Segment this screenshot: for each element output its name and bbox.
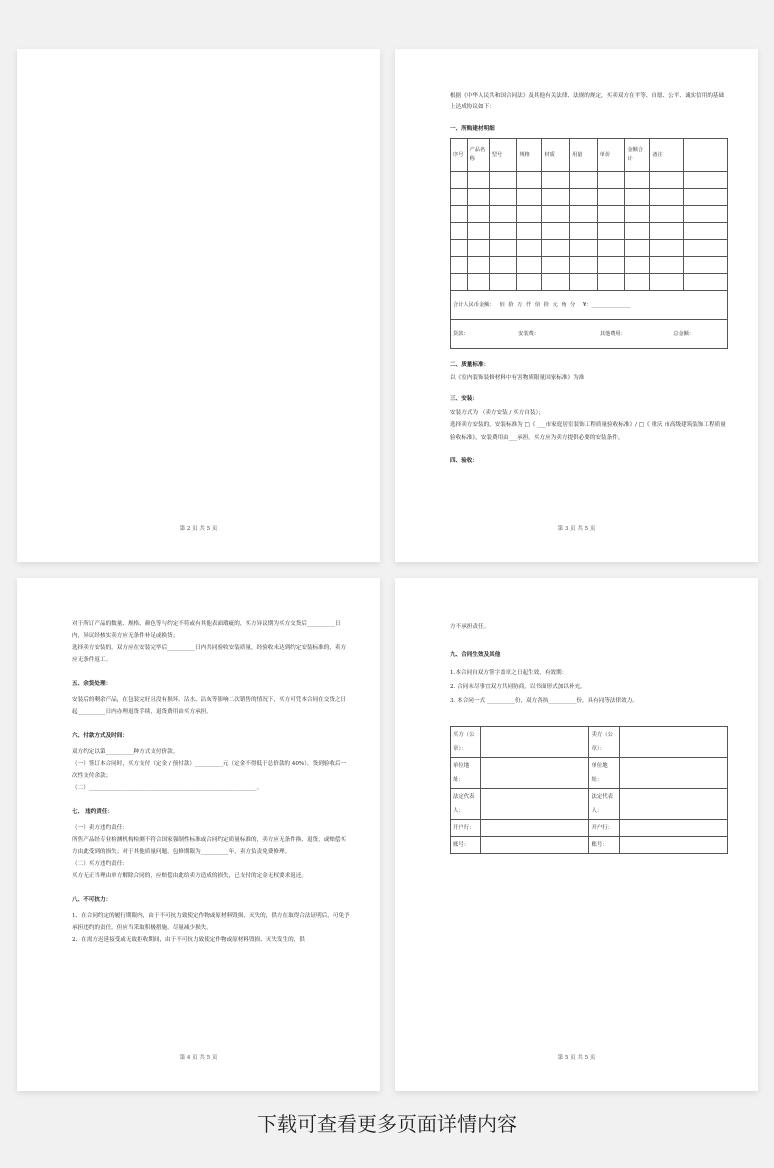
signature-table bbox=[450, 726, 728, 854]
document-page-4 bbox=[17, 578, 380, 1091]
total-units: 佰 拾 万 仟 佰 拾 元 角 分 bbox=[499, 301, 577, 308]
table-header: 序号 bbox=[451, 139, 468, 172]
materials-table bbox=[450, 138, 728, 349]
table-cell bbox=[542, 240, 570, 257]
signature-label: 买方（公章）： bbox=[451, 727, 481, 758]
body-text: 安装后的剩余产品，在包装完好且没有损坏、沾水、沾灰等影响二次销售的情况下，买方可凭本合同在交货之日起__________日内办理退货手续，退货费用由买方承担。 bbox=[72, 697, 347, 715]
table-cell bbox=[597, 172, 625, 189]
section-title: 二、质量标准： bbox=[450, 362, 490, 368]
signature-value bbox=[619, 820, 727, 837]
signature-label: 账号： bbox=[589, 837, 619, 854]
table-cell bbox=[542, 223, 570, 240]
signature-row bbox=[451, 758, 728, 789]
table-cell bbox=[451, 257, 468, 274]
body-text: （二）买方违约责任： bbox=[72, 861, 128, 867]
table-header: 型号 bbox=[489, 139, 517, 172]
signature-row bbox=[451, 820, 728, 837]
table-cell bbox=[451, 223, 468, 240]
table-cell bbox=[451, 172, 468, 189]
table-cell bbox=[517, 274, 542, 291]
document-page-3 bbox=[395, 49, 758, 562]
body-text: 1、在合同约定的履行期限内，由于不可抗力致使定作物或原材料毁损、灭失的，供方在取得合法证明后，可免予承担违约的责任，但应当采取积极措施，尽量减少损失。 bbox=[72, 913, 350, 931]
table-cell bbox=[570, 257, 598, 274]
signature-label: 卖方（公章）： bbox=[589, 727, 619, 758]
fee-label: 总金额： bbox=[673, 330, 695, 337]
fee-label: 货款： bbox=[453, 330, 469, 337]
table-cell bbox=[517, 206, 542, 223]
table-cell bbox=[625, 223, 650, 240]
table-cell bbox=[542, 274, 570, 291]
table-row bbox=[451, 206, 728, 223]
table-cell bbox=[570, 223, 598, 240]
table-cell bbox=[451, 189, 468, 206]
table-cell bbox=[542, 257, 570, 274]
table-cell bbox=[597, 274, 625, 291]
section-title: 一、所购建材明细 bbox=[450, 126, 495, 132]
table-cell bbox=[625, 172, 650, 189]
table-cell bbox=[467, 240, 489, 257]
signature-value bbox=[619, 789, 727, 820]
table-cell bbox=[517, 240, 542, 257]
table-row bbox=[451, 240, 728, 257]
table-cell bbox=[683, 206, 727, 223]
table-row bbox=[451, 274, 728, 291]
signature-value bbox=[619, 837, 727, 854]
table-row bbox=[451, 223, 728, 240]
signature-label: 单位地址： bbox=[589, 758, 619, 789]
table-row bbox=[451, 257, 728, 274]
body-text: （一）卖方违约责任： bbox=[72, 825, 128, 831]
section-title: 六、付款方式及时间： bbox=[72, 733, 128, 739]
page-number: 第 5 页 共 5 页 bbox=[557, 1055, 596, 1061]
body-text: 1.本合同自双方签字盖章之日起生效，有效期： bbox=[450, 670, 568, 676]
body-text: 3. 本合同一式 __________份，双方各执__________份，具有同等法律效力。 bbox=[450, 698, 638, 704]
table-cell bbox=[489, 274, 517, 291]
signature-label: 法定代表人： bbox=[451, 789, 481, 820]
table-cell bbox=[683, 172, 727, 189]
table-cell bbox=[625, 240, 650, 257]
signature-label: 账号： bbox=[451, 837, 481, 854]
table-cell bbox=[625, 189, 650, 206]
signature-value bbox=[481, 837, 589, 854]
table-cell bbox=[650, 172, 683, 189]
table-cell bbox=[625, 257, 650, 274]
table-row bbox=[451, 189, 728, 206]
signature-label: 开户行： bbox=[451, 820, 481, 837]
table-cell bbox=[597, 240, 625, 257]
signature-label: 法定代表人： bbox=[589, 789, 619, 820]
fee-label: 其他费用： bbox=[599, 330, 626, 337]
document-page-5 bbox=[395, 578, 758, 1091]
table-cell bbox=[650, 223, 683, 240]
table-cell bbox=[517, 223, 542, 240]
intro-text: 根据《中华人民共和国合同法》及其他有关法律、法规的规定，买卖双方在平等、自愿、公平、诚实信用的基础上达成协议如下： bbox=[450, 93, 725, 110]
table-header: 规格 bbox=[517, 139, 542, 172]
signature-row bbox=[451, 837, 728, 854]
table-cell bbox=[597, 257, 625, 274]
table-cell bbox=[650, 189, 683, 206]
table-cell bbox=[570, 172, 598, 189]
body-text: （二）____________________________________________________________。 bbox=[72, 785, 263, 791]
table-header: 金额合计 bbox=[625, 139, 650, 172]
table-cell bbox=[650, 257, 683, 274]
table-cell bbox=[489, 206, 517, 223]
table-cell bbox=[570, 240, 598, 257]
table-cell bbox=[489, 223, 517, 240]
body-text: 选择卖方安装的，安装标准为 □《 ___市家庭居室装饰工程质量验收标准》/ □《 重庆 市高级建筑装饰工程质量验收标准》，安装费用由___承担。买方应为卖方提供必要的安装条件。 bbox=[450, 422, 726, 441]
table-cell bbox=[683, 257, 727, 274]
table-cell bbox=[489, 240, 517, 257]
table-cell bbox=[517, 257, 542, 274]
section-title: 七、 违约责任： bbox=[72, 809, 114, 815]
table-cell bbox=[451, 206, 468, 223]
body-text: 对于所订产品的数量、规格、颜色等与约定不符或有其他表面瑕疵的，买方异议期为买方交货后__________日内，异议经核实卖方应无条件补足或换货； bbox=[72, 621, 341, 639]
total-row: 合计人民币金额： 佰 拾 万 仟 佰 拾 元 角 分 ¥：_______________ bbox=[451, 291, 728, 320]
signature-value bbox=[481, 820, 589, 837]
table-cell bbox=[683, 274, 727, 291]
table-header: 用量 bbox=[570, 139, 598, 172]
page-number: 第 3 页 共 5 页 bbox=[557, 526, 596, 532]
table-header: 产品名称 bbox=[467, 139, 489, 172]
table-cell bbox=[489, 257, 517, 274]
body-text: 买方无正当理由单方解除合同的，应赔偿由此给卖方造成的损失，已支付的定金无权要求返还。 bbox=[72, 873, 307, 879]
table-cell bbox=[451, 274, 468, 291]
table-cell bbox=[542, 172, 570, 189]
table-cell bbox=[517, 189, 542, 206]
table-cell bbox=[489, 189, 517, 206]
body-text: 选择卖方安装的，双方应在安装完毕后__________日内共同验收安装质量，经验收未达到约定安装标准的，卖方应无条件返工。 bbox=[72, 645, 347, 663]
table-cell bbox=[467, 206, 489, 223]
table-cell bbox=[467, 257, 489, 274]
table-cell bbox=[451, 240, 468, 257]
table-cell bbox=[683, 240, 727, 257]
section-title: 八、不可抗力： bbox=[72, 897, 112, 903]
table-cell bbox=[467, 172, 489, 189]
table-cell bbox=[542, 206, 570, 223]
table-cell bbox=[597, 206, 625, 223]
signature-row bbox=[451, 789, 728, 820]
total-label: 合计人民币金额： bbox=[453, 301, 495, 308]
page-number: 第 4 页 共 5 页 bbox=[179, 1055, 218, 1061]
signature-value bbox=[619, 727, 727, 758]
fee-row bbox=[451, 320, 728, 349]
table-cell bbox=[625, 206, 650, 223]
body-text: 方不承担责任。 bbox=[450, 624, 490, 630]
section-title: 五、余货处理： bbox=[72, 681, 112, 687]
body-text: 所售产品经专业检测机构检测不符合国家强制性标准或合同约定质量标准的，卖方应无条件换、退货，或赔偿买方由此受到的损失；对于其他质量问题，包修期限为__________年，卖方负责免费修理。 bbox=[72, 837, 347, 855]
table-cell bbox=[570, 274, 598, 291]
body-text: 2. 合同未尽事宜双方共同协商，以书面形式加以补充。 bbox=[450, 684, 586, 690]
table-cell bbox=[542, 189, 570, 206]
table-row bbox=[451, 172, 728, 189]
body-text: （一）签订本合同时，买方支付（定金 / 预付款）__________元（定金不得低于总价款的 40%），货到验收后一次性支付余款； bbox=[72, 761, 347, 779]
fee-label: 安装费： bbox=[518, 330, 540, 337]
download-caption: 下载可查看更多页面详情内容 bbox=[257, 1112, 517, 1136]
signature-label: 单位地址： bbox=[451, 758, 481, 789]
table-cell bbox=[517, 172, 542, 189]
table-cell bbox=[467, 274, 489, 291]
document-page-2 bbox=[17, 49, 380, 562]
table-header: 单价 bbox=[597, 139, 625, 172]
section-title: 九、合同生效及其他 bbox=[450, 652, 501, 658]
table-cell bbox=[650, 206, 683, 223]
table-cell bbox=[683, 223, 727, 240]
page-number: 第 2 页 共 5 页 bbox=[179, 526, 218, 532]
table-cell bbox=[650, 240, 683, 257]
signature-row bbox=[451, 727, 728, 758]
table-cell bbox=[625, 274, 650, 291]
signature-value bbox=[481, 789, 589, 820]
table-cell bbox=[570, 189, 598, 206]
table-cell bbox=[467, 189, 489, 206]
table-cell bbox=[683, 139, 727, 172]
table-cell bbox=[570, 206, 598, 223]
table-header: 材质 bbox=[542, 139, 570, 172]
table-cell bbox=[597, 223, 625, 240]
table-cell bbox=[489, 172, 517, 189]
yen-label: ¥： bbox=[582, 301, 592, 308]
body-text: 双方约定以第__________种方式支付价款。 bbox=[72, 749, 179, 755]
table-cell bbox=[597, 189, 625, 206]
signature-value bbox=[481, 727, 589, 758]
section-title: 四、验收： bbox=[450, 458, 478, 464]
signature-value bbox=[481, 758, 589, 789]
table-cell bbox=[467, 223, 489, 240]
table-cell bbox=[683, 189, 727, 206]
signature-value bbox=[619, 758, 727, 789]
table-cell bbox=[650, 274, 683, 291]
body-text: 安装方式为 （卖方安装 / 买方自装）； bbox=[450, 410, 544, 416]
section-title: 三、安装： bbox=[450, 396, 478, 402]
signature-label: 开户行： bbox=[589, 820, 619, 837]
body-text: 2、在需方迟延接受或无故拒收期间，由于不可抗力致使定作物或原材料毁损、灭失发生的，供 bbox=[72, 937, 305, 943]
table-header: 备注 bbox=[650, 139, 683, 172]
body-text: 以《室内装饰装修材料中有害物质限量国家标准》为准 bbox=[450, 375, 585, 381]
